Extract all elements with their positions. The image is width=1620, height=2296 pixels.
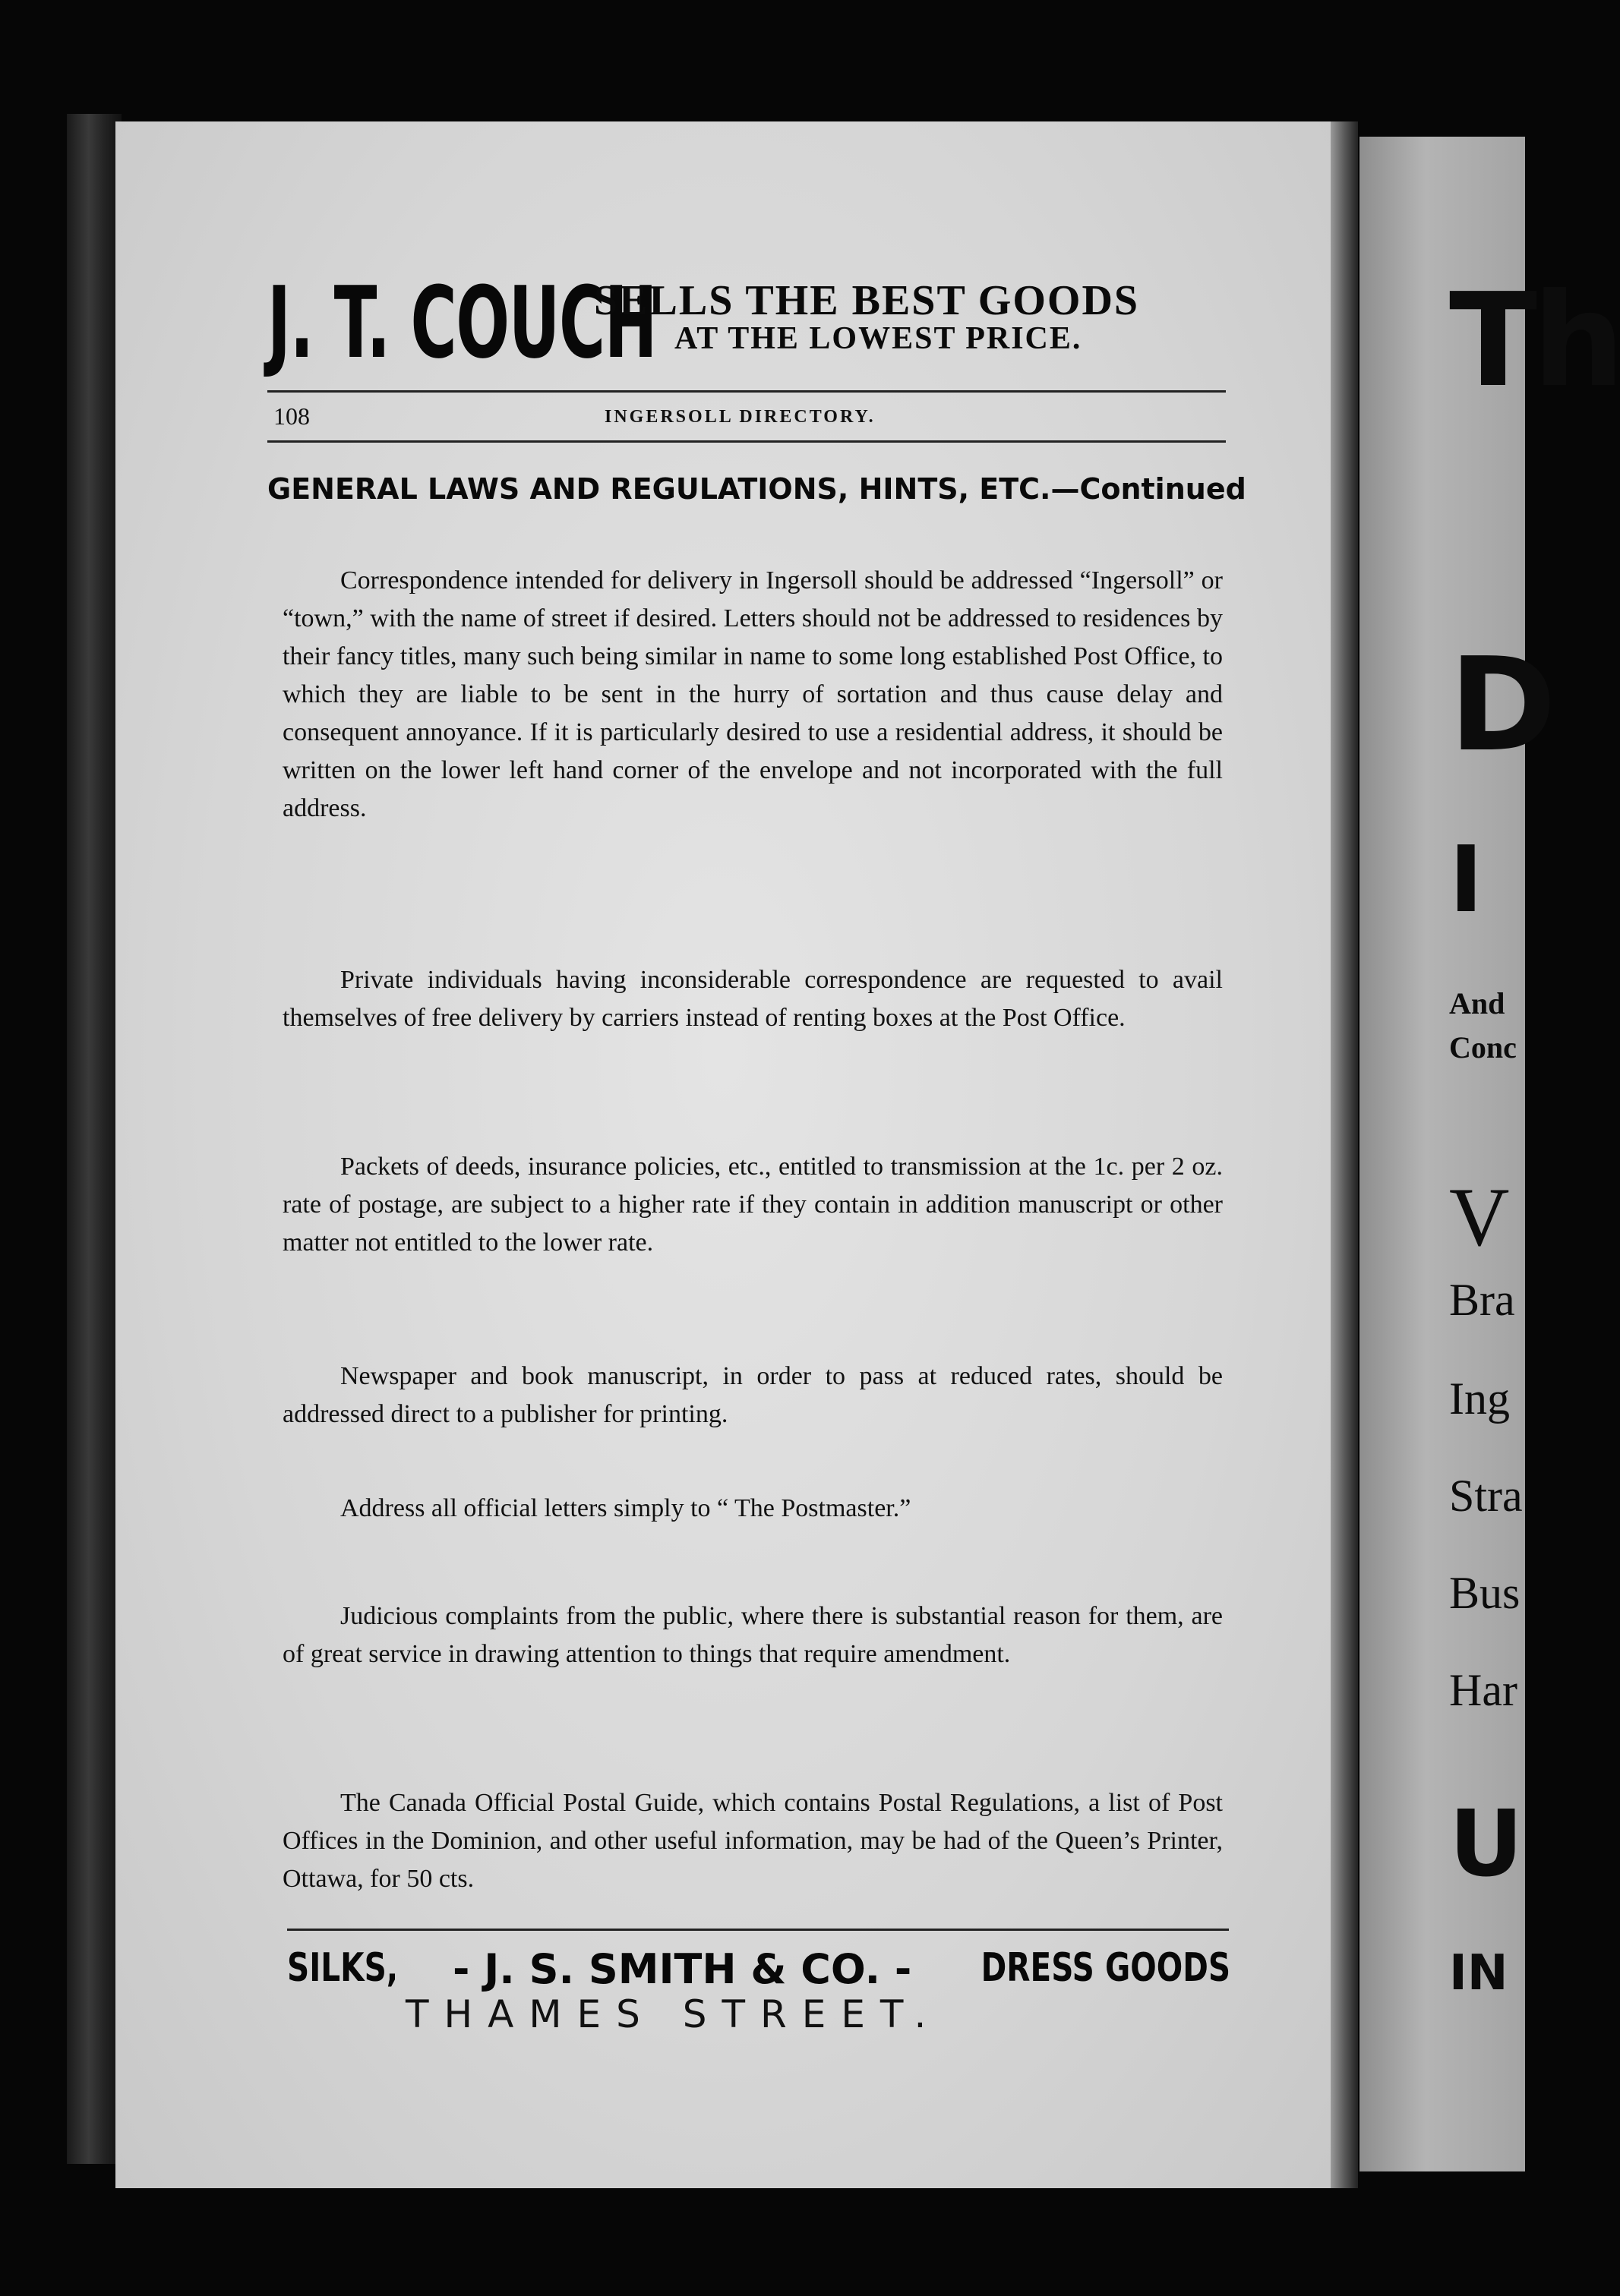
paragraph-packets: Packets of deeds, insurance policies, etc., entitled to transmission at the 1c. per 2 oz. rate of postage, are subject to a higher rate if they contain in addition manuscript or other matter not entitled to the lower rate. [283,1153,1223,1257]
facing-fragment: Bus [1449,1568,1521,1618]
facing-fragment: D [1449,630,1552,781]
facing-fragment: Conc [1449,1030,1517,1064]
running-head: INGERSOLL DIRECTORY. [605,407,876,427]
facing-fragment: Stra [1449,1471,1523,1521]
paragraph-manuscript: Newspaper and book manuscript, in order to pass at reduced rates, should be addressed direct to a publisher for printing. [283,1362,1223,1428]
header-rule-top [267,390,1226,393]
paragraph-free-delivery: Private individuals having inconsiderable correspondence are requested to avail themselves of free delivery by carriers instead of renting boxes at the Post Office. [283,966,1223,1032]
paragraph-correspondence: Correspondence intended for delivery in Ingersoll should be addressed “Ingersoll” or “town,” with the name of street if desired. Letters should not be addressed to residences by their fancy titles, many such being similar in name to some long established Post Office, to which they are liable to be sent in the hurry of sortation and thus cause delay and consequent annoyance. If it is particularly desired to use a residential address, it should be written on the lower left hand corner of the envelope and not incorporated with the full address. [283,566,1223,822]
book-spine [67,114,122,2164]
header-rule-bottom [267,440,1226,443]
advertiser-name: J. T. COUCH [267,265,657,380]
facing-fragment: Th [1449,266,1620,416]
footer-right-text: DRESS GOODS [981,1945,1230,1991]
paragraph-official-letters: Address all official letters simply to “ The Postmaster.” [340,1494,911,1522]
facing-fragment: Har [1449,1665,1517,1715]
facing-fragment: Ing [1449,1374,1510,1424]
facing-fragment: And [1449,986,1505,1020]
page-number: 108 [273,402,310,430]
paragraph-postal-guide: The Canada Official Postal Guide, which contains Postal Regulations, a list of Post Offices in the Dominion, and other useful information, may be had of the Queen’s Printer, Ottawa, for 50 cts. [283,1789,1223,1893]
facing-fragment: IN [1449,1945,1508,2001]
facing-fragment: I [1449,828,1479,933]
facing-fragment: Bra [1449,1275,1515,1325]
facing-fragment: U [1449,1792,1519,1897]
slogan-line-1: SELLS THE BEST GOODS [594,277,1140,324]
facing-page [1359,137,1620,2171]
paragraph-complaints: Judicious complaints from the public, where there is substantial reason for them, are of great service in drawing attention to things that require amendment. [283,1602,1223,1668]
footer-middle-text: - J. S. SMITH & CO. - [453,1945,912,1993]
page-edge [1331,121,1358,2188]
section-title: GENERAL LAWS AND REGULATIONS, HINTS, ETC.—Continued [267,472,1246,506]
footer-left-text: SILKS, [287,1945,399,1991]
footer-street: THAMES STREET. [406,1992,942,2036]
facing-fragment: V [1449,1171,1510,1263]
slogan-line-2: AT THE LOWEST PRICE. [674,321,1082,356]
footer-rule [287,1929,1229,1931]
advertisement-header [267,265,1232,380]
